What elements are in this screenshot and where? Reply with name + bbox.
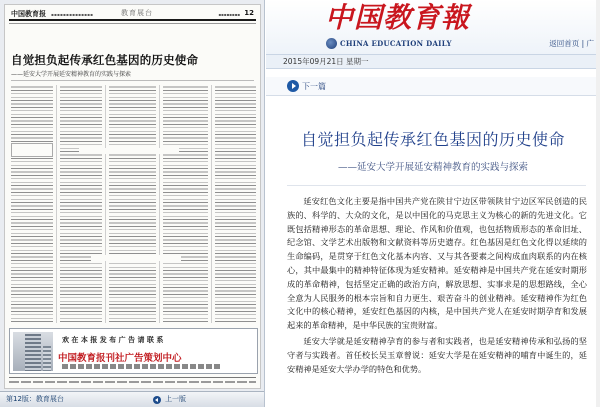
page-headline[interactable]: 自觉担负起传承红色基因的历史使命 <box>11 53 199 67</box>
column-divider <box>56 85 57 323</box>
ad-fine-print <box>62 364 222 369</box>
masthead-logo: 中国教育報 <box>325 1 471 34</box>
scrollbar[interactable] <box>596 0 600 407</box>
section-name: 教育展台 <box>121 9 153 17</box>
column-divider <box>105 85 106 323</box>
title-divider <box>287 185 586 186</box>
text-column[interactable] <box>11 85 53 323</box>
page-number: 12 <box>244 9 254 17</box>
column-divider <box>159 85 160 323</box>
ad-contact-line: 欢 在 本 报 发 布 广 告 请 联 系 <box>62 335 164 344</box>
sidebar-box-heading <box>11 143 53 157</box>
text-column[interactable] <box>60 85 102 323</box>
article-subtitle: ——延安大学开展延安精神教育的实践与探索 <box>337 162 528 173</box>
article-paragraph: 延安红色文化主要是指中国共产党在陕甘宁边区带领陕甘宁边区军民创造的民族的、科学的、大众的文化，是以中国化的马克思主义为核心的新的先进文化。它既包括精神形态的革命思想、理论、作风和价值观，也包括物质形态的革命旧址、纪念馆、文学艺术出版物和文献资料等历史遗存。红色基因是红色文化得以延续的生命编码，是贯穿于红色文化基本内容、又与其各要素之间构成血肉联系的内在核心，其中最集中的精神特征体现为延安精神。延安精神是中国共产党在延安时期形成的革命精神，包括坚定正确的政治方向，解放思想、实事求是的思想路线，全心全意为人民服务的根本宗旨和自力更生、艰苦奋斗的创业精神。延安精神作为红色文化中的核心精神，延安红色基因的内核，是中国共产党人在延安时期孕育和发展起来的革命精神，是中华民族的宝贵财富。 <box>287 196 587 331</box>
article-nav-bar <box>266 77 600 96</box>
text-column[interactable] <box>163 85 208 323</box>
section-subheading <box>79 148 179 154</box>
article-paragraph: 延安大学就是延安精神孕育的参与者和实践者，也是延安精神传承和弘扬的坚守者与实践者。首任校长吴玉章曾说：延安大学是在延安精神的哺育中诞生的，延安精神是延安大学办学的特色和优势。 <box>287 335 587 374</box>
next-arrow-icon[interactable] <box>287 80 299 92</box>
section-subheading <box>91 255 181 261</box>
prev-page-link[interactable]: 上一版 <box>165 395 186 403</box>
prev-arrow-icon[interactable] <box>153 396 161 404</box>
advertisement-box[interactable] <box>9 328 258 374</box>
page-preview-panel <box>0 0 265 407</box>
emblem-icon <box>326 38 337 49</box>
title-rule <box>11 80 254 81</box>
page-header <box>9 8 256 21</box>
page-nav-bar <box>0 391 265 407</box>
date-bar <box>266 54 600 69</box>
issue-date: 2015年09月21日 星期一 <box>283 57 369 66</box>
page-meta: ▪▪▪▪▪▪▪▪▪▪▪▪▪▪ <box>51 12 94 17</box>
building-image <box>13 332 53 371</box>
next-article-link[interactable]: 下一篇 <box>302 82 326 91</box>
header-rule <box>9 23 256 24</box>
text-column[interactable] <box>109 85 156 323</box>
text-column[interactable] <box>215 85 256 323</box>
page-subheadline: ——延安大学开展延安精神教育的实践与探索 <box>11 71 132 78</box>
article-body <box>287 195 587 378</box>
page-footer <box>9 377 256 385</box>
column-divider <box>211 85 212 323</box>
newspaper-page-thumbnail[interactable] <box>4 4 261 389</box>
site-banner <box>266 0 600 54</box>
article-title: 自觉担负起传承红色基因的历史使命 <box>300 130 565 149</box>
article-panel <box>266 0 600 407</box>
edition-label: 第12版：教育展台 <box>6 395 64 403</box>
home-link[interactable]: 返回首页 | 广 <box>549 39 594 48</box>
paper-logo: 中国教育报 <box>11 9 46 18</box>
header-links[interactable] <box>549 38 594 49</box>
masthead-english: CHINA EDUCATION DAILY <box>340 39 452 48</box>
ad-center-name: 中国教育报刊社广告策划中心 <box>58 353 182 364</box>
page-meta-right: ▪▪▪▪▪▪▪▪ <box>218 12 240 17</box>
